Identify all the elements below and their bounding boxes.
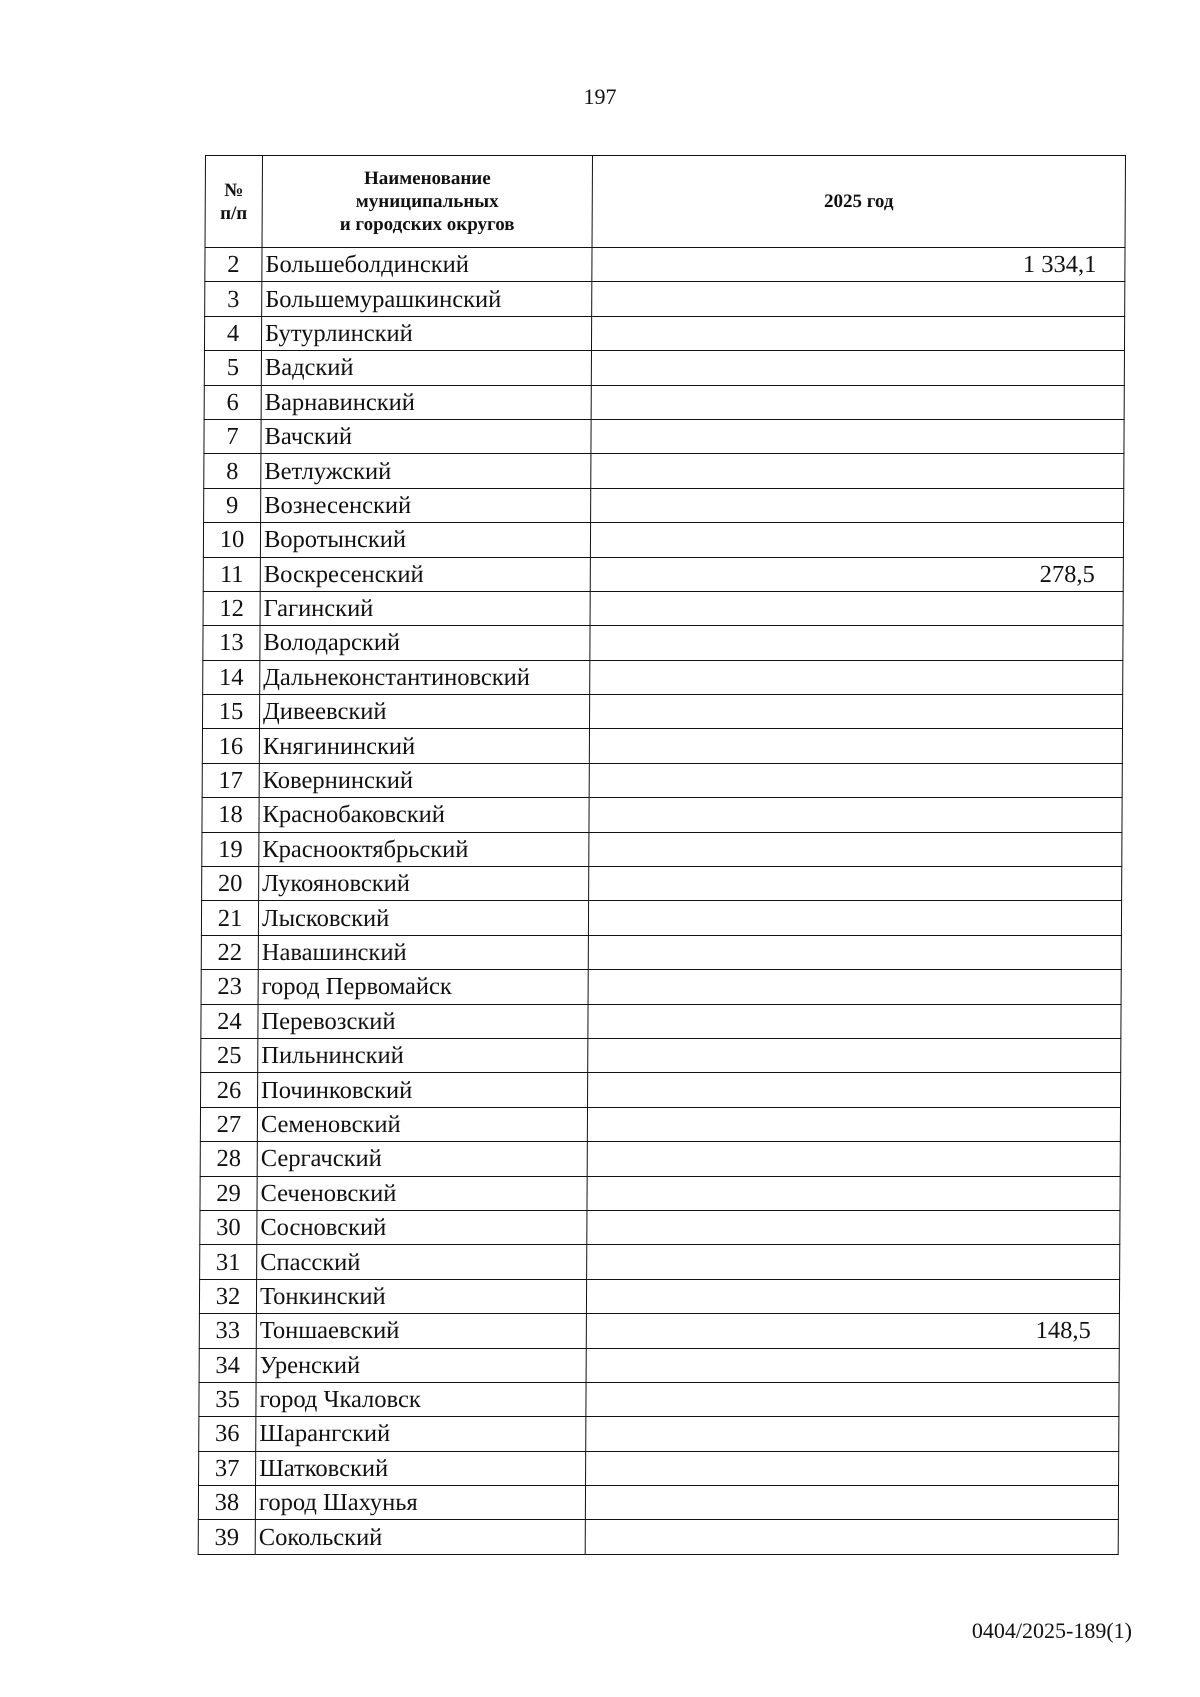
value-2025 xyxy=(591,419,1124,453)
municipality-name: Краснобаковский xyxy=(259,798,589,832)
table-row xyxy=(202,763,1122,797)
row-number: 16 xyxy=(202,729,259,763)
value-2025 xyxy=(586,1279,1119,1313)
value-2025 xyxy=(588,970,1121,1004)
municipality-name: Навашинский xyxy=(258,935,588,969)
municipality-name: Краснооктябрьский xyxy=(259,832,589,866)
value-2025: 148,5 xyxy=(586,1314,1119,1348)
row-number: 36 xyxy=(199,1417,256,1451)
header-number: № п/п xyxy=(205,156,262,248)
row-number: 10 xyxy=(203,523,260,557)
table-row xyxy=(199,1348,1119,1382)
municipality-name: Сосновский xyxy=(257,1210,587,1244)
table-row xyxy=(204,385,1124,419)
table-row xyxy=(204,316,1124,350)
value-2025 xyxy=(588,1038,1121,1072)
row-number: 37 xyxy=(199,1451,256,1485)
value-2025 xyxy=(586,1451,1119,1485)
municipality-name: Сергачский xyxy=(257,1142,587,1176)
table-row xyxy=(199,1417,1119,1451)
municipality-name: город Первомайск xyxy=(258,970,588,1004)
table-row xyxy=(201,901,1121,935)
value-2025 xyxy=(589,729,1122,763)
row-number: 19 xyxy=(202,832,259,866)
value-2025 xyxy=(588,1004,1121,1038)
municipality-name: Воротынский xyxy=(260,523,590,557)
value-2025 xyxy=(590,591,1123,625)
table-row xyxy=(199,1382,1119,1416)
table-row xyxy=(200,1107,1120,1141)
table-row xyxy=(202,798,1122,832)
municipality-name: Тоншаевский xyxy=(256,1314,586,1348)
row-number: 12 xyxy=(203,591,260,625)
municipality-name: Воскресенский xyxy=(260,557,590,591)
row-number: 28 xyxy=(200,1142,257,1176)
row-number: 24 xyxy=(201,1004,258,1038)
table-row xyxy=(202,695,1122,729)
municipality-name: Шарангский xyxy=(256,1417,586,1451)
row-number: 35 xyxy=(199,1382,256,1416)
municipality-name: Дивеевский xyxy=(259,695,589,729)
table-row xyxy=(204,488,1124,522)
row-number: 20 xyxy=(202,867,259,901)
row-number: 39 xyxy=(198,1520,255,1554)
value-2025 xyxy=(591,351,1124,385)
row-number: 11 xyxy=(203,557,260,591)
table-row xyxy=(200,1210,1120,1244)
municipality-name: Семеновский xyxy=(257,1107,587,1141)
table-row xyxy=(201,935,1121,969)
value-2025 xyxy=(585,1486,1118,1520)
value-2025 xyxy=(590,626,1123,660)
table-row xyxy=(204,419,1124,453)
row-number: 21 xyxy=(201,901,258,935)
row-number: 6 xyxy=(204,385,261,419)
value-2025 xyxy=(588,1073,1121,1107)
value-2025 xyxy=(587,1210,1120,1244)
table-row xyxy=(202,729,1122,763)
municipality-name: Пильнинский xyxy=(258,1038,588,1072)
value-2025 xyxy=(587,1107,1120,1141)
table-row xyxy=(203,660,1123,694)
value-2025 xyxy=(591,488,1124,522)
municipality-name: город Шахунья xyxy=(255,1486,585,1520)
value-2025 xyxy=(590,660,1123,694)
row-number: 26 xyxy=(201,1073,258,1107)
value-2025 xyxy=(588,935,1121,969)
row-number: 9 xyxy=(204,488,261,522)
municipality-name: Перевозский xyxy=(258,1004,588,1038)
value-2025 xyxy=(586,1417,1119,1451)
value-2025 xyxy=(586,1382,1119,1416)
table-body xyxy=(198,248,1125,1555)
table-row xyxy=(198,1520,1118,1554)
value-2025 xyxy=(586,1348,1119,1382)
row-number: 34 xyxy=(199,1348,256,1382)
row-number: 18 xyxy=(202,798,259,832)
municipality-name: Лукояновский xyxy=(259,867,589,901)
municipality-name: Бутурлинский xyxy=(261,316,591,350)
value-2025 xyxy=(591,316,1124,350)
row-number: 23 xyxy=(201,970,258,1004)
municipality-name: Вадский xyxy=(261,351,591,385)
table-row xyxy=(200,1245,1120,1279)
table-row xyxy=(199,1314,1119,1348)
municipality-name: Ветлужский xyxy=(261,454,591,488)
table-row xyxy=(200,1176,1120,1210)
row-number: 3 xyxy=(205,282,262,316)
table-row xyxy=(202,832,1122,866)
value-2025 xyxy=(589,763,1122,797)
municipality-name: Варнавинский xyxy=(261,385,591,419)
table-row xyxy=(199,1451,1119,1485)
table-row xyxy=(204,351,1124,385)
row-number: 2 xyxy=(205,248,262,282)
table-row xyxy=(201,1073,1121,1107)
table-header-row xyxy=(205,156,1125,248)
municipality-name: Тонкинский xyxy=(256,1279,586,1313)
municipality-name: Княгининский xyxy=(259,729,589,763)
row-number: 17 xyxy=(202,763,259,797)
row-number: 27 xyxy=(200,1107,257,1141)
table-row xyxy=(203,591,1123,625)
municipality-name: Лысковский xyxy=(258,901,588,935)
row-number: 15 xyxy=(202,695,259,729)
value-2025 xyxy=(587,1142,1120,1176)
row-number: 25 xyxy=(201,1038,258,1072)
value-2025: 278,5 xyxy=(590,557,1123,591)
row-number: 5 xyxy=(204,351,261,385)
row-number: 29 xyxy=(200,1176,257,1210)
municipality-name: Дальнеконстантиновский xyxy=(260,660,590,694)
row-number: 30 xyxy=(200,1210,257,1244)
value-2025 xyxy=(588,901,1121,935)
row-number: 38 xyxy=(198,1486,255,1520)
row-number: 13 xyxy=(203,626,260,660)
municipality-name: Большеболдинский xyxy=(262,248,592,282)
row-number: 22 xyxy=(201,935,258,969)
municipality-name: Сокольский xyxy=(255,1520,585,1554)
table-row xyxy=(203,626,1123,660)
table-row xyxy=(203,523,1123,557)
value-2025 xyxy=(591,385,1124,419)
municipality-name: город Чкаловск xyxy=(256,1382,586,1416)
value-2025: 1 334,1 xyxy=(592,248,1125,282)
municipality-name: Большемурашкинский xyxy=(262,282,592,316)
row-number: 7 xyxy=(204,419,261,453)
municipality-name: Починковский xyxy=(258,1073,588,1107)
row-number: 8 xyxy=(204,454,261,488)
value-2025 xyxy=(590,523,1123,557)
value-2025 xyxy=(585,1520,1118,1554)
municipality-name: Уренский xyxy=(256,1348,586,1382)
table-row xyxy=(202,867,1122,901)
value-2025 xyxy=(589,867,1122,901)
header-name: Наименование муниципальных и городских округов xyxy=(262,156,592,248)
municipality-name: Сеченовский xyxy=(257,1176,587,1210)
value-2025 xyxy=(589,695,1122,729)
row-number: 33 xyxy=(199,1314,256,1348)
municipality-name: Вознесенский xyxy=(261,488,591,522)
value-2025 xyxy=(589,798,1122,832)
municipality-name: Гагинский xyxy=(260,591,590,625)
row-number: 14 xyxy=(203,660,260,694)
table-row xyxy=(199,1279,1119,1313)
document-id: 0404/2025-189(1) xyxy=(971,1618,1132,1643)
value-2025 xyxy=(587,1176,1120,1210)
value-2025 xyxy=(589,832,1122,866)
header-year: 2025 год xyxy=(592,156,1125,248)
table-row xyxy=(203,557,1123,591)
value-2025 xyxy=(592,282,1125,316)
municipality-name: Шатковский xyxy=(256,1451,586,1485)
row-number: 31 xyxy=(200,1245,257,1279)
row-number: 4 xyxy=(204,316,261,350)
table-row xyxy=(204,454,1124,488)
row-number: 32 xyxy=(199,1279,256,1313)
table-row xyxy=(200,1142,1120,1176)
value-2025 xyxy=(587,1245,1120,1279)
table-row xyxy=(201,1038,1121,1072)
table-row xyxy=(205,282,1125,316)
municipality-name: Ковернинский xyxy=(259,763,589,797)
municipality-name: Вачский xyxy=(261,419,591,453)
table-row xyxy=(201,1004,1121,1038)
page-number: 197 xyxy=(583,84,617,109)
table-row xyxy=(201,970,1121,1004)
municipality-name: Володарский xyxy=(260,626,590,660)
table-row xyxy=(205,248,1125,282)
municipalities-table xyxy=(198,155,1126,1555)
value-2025 xyxy=(591,454,1124,488)
table-row xyxy=(198,1486,1118,1520)
municipality-name: Спасский xyxy=(257,1245,587,1279)
